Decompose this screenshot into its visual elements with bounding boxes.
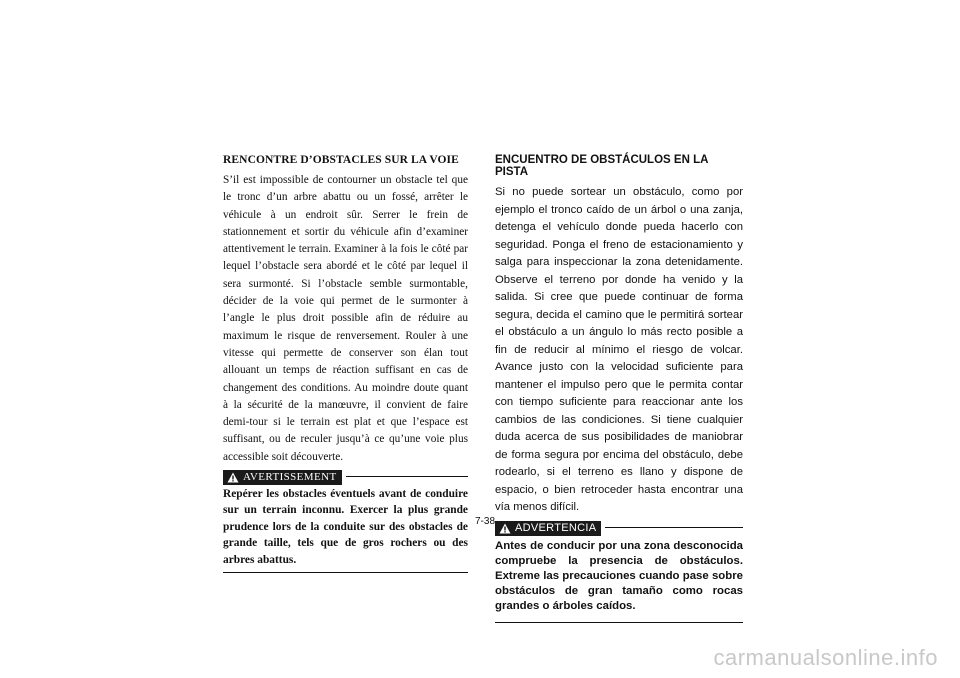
page-number: 7-38 [474, 516, 495, 527]
spanish-warning-badge [495, 521, 601, 536]
warning-triangle-icon [499, 523, 511, 534]
french-warning-header [223, 468, 468, 485]
french-column [223, 154, 468, 573]
french-heading: RENCONTRE D’OBSTACLES SUR LA VOIE [223, 154, 459, 166]
spanish-warning-text: Antes de conducir por una zona desconocida compruebe la presencia de obstáculos. Extreme las precauciones cuando pase sobre obstáculos de gran tamaño como rocas grandes o árboles caídos. [495, 539, 743, 623]
spanish-column [495, 154, 743, 623]
warning-triangle-icon [227, 472, 239, 483]
spanish-warning-rule [605, 527, 743, 528]
french-warning-text: Repérer les obstacles éventuels avant de conduire sur un terrain inconnu. Exercer la plus grande prudence lors de la conduite sur des obstacles de grande taille, tels que de gros rochers ou des arbres abattus. [223, 486, 468, 573]
french-warning-badge [223, 470, 342, 485]
spanish-body: Si no puede sortear un obstáculo, como por ejemplo el tronco caído de un árbol o una zanja, detenga el vehículo donde pueda hacerlo con seguridad. Ponga el freno de estacionamiento y salga para inspeccionar la zona detenidamente. Observe el terreno por donde ha venido y la salida. Si cree que puede continuar de forma segura, decida el camino que le permitirá sortear el obstáculo a un ángulo lo más recto posible a fin de reducir al mínimo el riesgo de volcar. Avance justo con la velocidad suficiente para mantener el impulso pero que le permita contar con tiempo suficiente para reaccionar ante los cambios de las condiciones. Si tiene cualquier duda acerca de sus posibilidades de maniobrar de forma segura por encima del obstáculo, debe rodearlo, si el terreno es llano y dispone de espacio, o bien retroceder hasta encontrar una vía menos difícil. [495, 186, 743, 513]
watermark: carmanualsonline.info [713, 645, 938, 670]
french-warning-label: AVERTISSEMENT [243, 471, 337, 484]
french-body: S’il est impossible de contourner un obstacle tel que le tronc d’un arbre abattu ou un fossé, arrêter le véhicule à un endroit sûr. Serrer le frein de stationnement et sortir du véhicule afin d’examiner attentivement le terrain. Examiner à la fois le côté par lequel l’obstacle sera abordé et le côté par lequel il sera surmonté. Si l’obstacle semble surmontable, décider de la voie qui permet de le surmonter à l’angle le plus droit possible afin de réduire au maximum le risque de renversement. Rouler à une vitesse qui permette de conserver son élan tout allouant un temps de réaction suffisant en cas de changement des conditions. Au moindre doute quant à la sécurité de la manœuvre, il convient de faire demi-tour si le terrain est plat et que l’espace est suffisant, ou de reculer jusqu’à ce qu’une voie plus accessible soit découverte. [223, 174, 468, 463]
spanish-warning-header [495, 519, 743, 536]
french-warning-rule [346, 476, 468, 477]
spanish-heading: ENCUENTRO DE OBSTÁCULOS EN LA PISTA [495, 154, 708, 178]
spanish-warning-label: ADVERTENCIA [515, 521, 597, 534]
